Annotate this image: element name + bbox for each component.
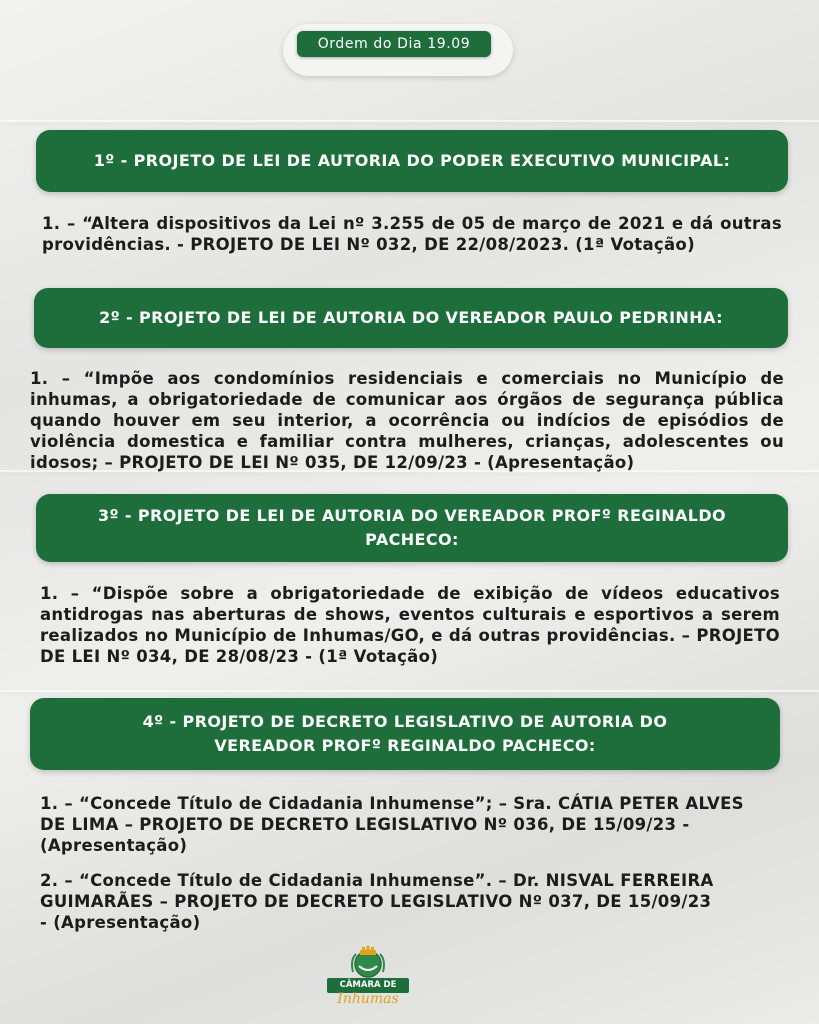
logo-label: CÂMARA DE (327, 978, 409, 993)
section-1-item-1: 1. – “Altera dispositivos da Lei nº 3.255 de 05 de março de 2021 e dá outras providências. - PROJETO DE LEI Nº 032, DE 22/08/2023. (1ª Votação) (42, 214, 782, 254)
section-2-item-1: 1. – “Impõe aos condomínios residenciais e comerciais no Município de inhumas, a obrigatoriedade de comunicar aos órgãos de segurança pública quando houver em seu interior, a ocorrência ou indícios de episódios de violência domestica e familiar contra mulheres, crianças, adolescentes ou idosos; – PROJETO DE LEI Nº 035, DE 12/09/23 - (Apresentação) (30, 369, 784, 472)
section-heading-3: 3º - PROJETO DE LEI DE AUTORIA DO VEREADOR PROFº REGINALDO PACHECO: (36, 494, 788, 562)
paper-crease (0, 690, 819, 692)
paper-crease (0, 120, 819, 122)
logo-script: Inhumas (337, 991, 399, 1007)
section-3-item-1: 1. – “Dispõe sobre a obrigatoriedade de exibição de vídeos educativos antidrogas nas aberturas de shows, eventos culturais e esportivos a serem realizados no Município de Inhumas/GO, e dá outras providências. – PROJETO DE LEI Nº 034, DE 28/08/23 - (1ª Votação) (40, 584, 780, 666)
section-heading-4: 4º - PROJETO DE DECRETO LEGISLATIVO DE AUTORIA DO VEREADOR PROFº REGINALDO PACHECO: (30, 698, 780, 770)
page-title: Ordem do Dia 19.09 (297, 31, 491, 57)
section-4-item-2: 2. – “Concede Título de Cidadania Inhumense”. – Dr. NISVAL FERREIRA GUIMARÃES – PROJETO DE DECRETO LEGISLATIVO Nº 037, DE 15/09/23 - (Apresentação) (40, 871, 714, 932)
section-heading-2: 2º - PROJETO DE LEI DE AUTORIA DO VEREADOR PAULO PEDRINHA: (34, 288, 788, 348)
section-heading-1: 1º - PROJETO DE LEI DE AUTORIA DO PODER EXECUTIVO MUNICIPAL: (36, 130, 788, 192)
section-4-item-1: 1. – “Concede Título de Cidadania Inhumense”; – Sra. CÁTIA PETER ALVES DE LIMA – PROJETO DE DECRETO LEGISLATIVO Nº 036, DE 15/09/23 - (Apresentação) (40, 794, 744, 855)
